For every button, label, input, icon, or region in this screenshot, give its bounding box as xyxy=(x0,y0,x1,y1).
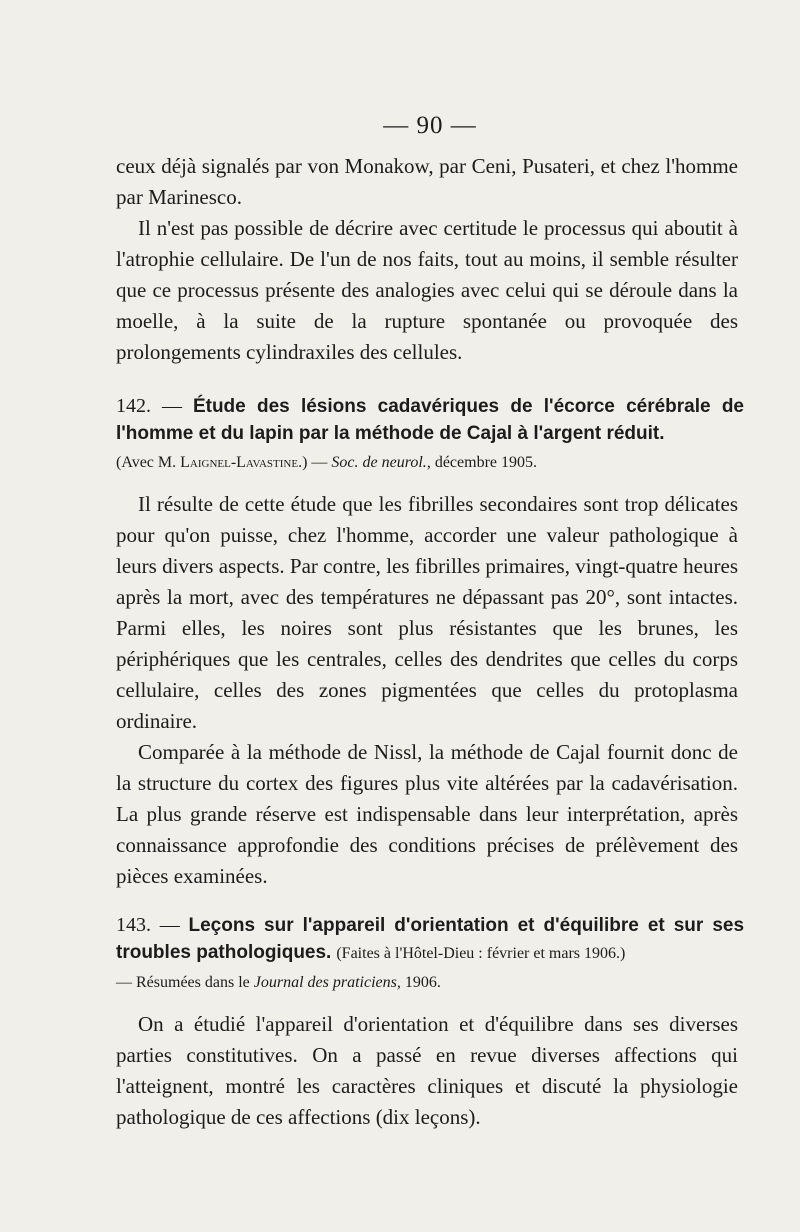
paragraph-continuation: ceux déjà signalés par von Monakow, par Ceni, Pusateri, et chez l'homme par Marinesco. xyxy=(116,154,738,209)
citation-journal: Soc. de neurol. xyxy=(331,454,427,471)
section-143-body xyxy=(116,1009,738,1133)
paragraph-atrophy: Il n'est pas possible de décrire avec certitude le processus qui aboutit à l'atrophie cellulaire. De l'un de nos faits, tout au moins, il semble résulter que ce processus présente des analogies avec celui qui se déroule dans la moelle, à la suite de la rupture spontanée ou provoquée des prolongements cylindraxiles des cellules. xyxy=(116,216,738,364)
citation-close: ) — xyxy=(302,454,328,471)
citation-year: 1906. xyxy=(404,974,441,991)
citation-author: Laignel-Lavastine. xyxy=(180,454,303,471)
paragraph-nissl: Comparée à la méthode de Nissl, la méthode de Cajal fournit donc de la structure du cortex des figures plus vite altérées par la cadavérisation. La plus grande réserve est indispensable dans leur interprétation, après connaissance approfondie des conditions précises de prélèvement des pièces examinées. xyxy=(116,740,738,888)
paragraph-orientation: On a étudié l'appareil d'orientation et d'équilibre dans ses diverses parties constitutives. On a passé en revue diverses affections qui l'atteignent, montré les caractères cliniques et discuté la physiologie pathologique de ces affections (dix leçons). xyxy=(116,1012,738,1129)
section-142-heading xyxy=(116,393,744,447)
section-143-title-note: (Faites à l'Hôtel-Dieu : février et mars 1906.) xyxy=(336,945,626,962)
section-142-title: Étude des lésions cadavériques de l'écorce cérébrale de l'homme et du lapin par la méthode de Cajal à l'argent réduit. xyxy=(116,396,744,444)
page-number: — 90 — xyxy=(383,112,477,139)
section-143-citation xyxy=(116,970,744,996)
opening-paragraphs xyxy=(116,151,738,368)
citation-prefix: — Résumées dans le xyxy=(116,974,250,991)
section-143-heading xyxy=(116,912,744,967)
section-142-body xyxy=(116,489,738,892)
section-142 xyxy=(116,393,744,476)
section-142-citation xyxy=(116,450,744,476)
citation-journal: Journal des praticiens, xyxy=(253,974,401,991)
section-143-title: Leçons sur l'appareil d'orientation et d'équilibre et sur ses troubles pathologiques. xyxy=(116,915,745,963)
section-143 xyxy=(116,912,744,996)
citation-open: (Avec M. xyxy=(116,454,177,471)
citation-date: , décembre 1905. xyxy=(426,454,537,471)
paragraph-fibrilles: Il résulte de cette étude que les fibrilles secondaires sont trop délicates pour qu'on puisse, chez l'homme, accorder une valeur pathologique à leurs divers aspects. Par contre, les fibrilles primaires, vingt-quatre heures après la mort, avec des températures ne dépassant pas 20°, sont intactes. Parmi elles, les noires sont plus résistantes que les brunes, les périphériques que les centrales, celles des dendrites que celles du corps cellulaire, celles des zones pigmentées que celles du protoplasma ordinaire. xyxy=(116,492,738,733)
section-142-number: 142. — xyxy=(116,395,182,417)
section-143-number: 143. — xyxy=(116,914,180,936)
